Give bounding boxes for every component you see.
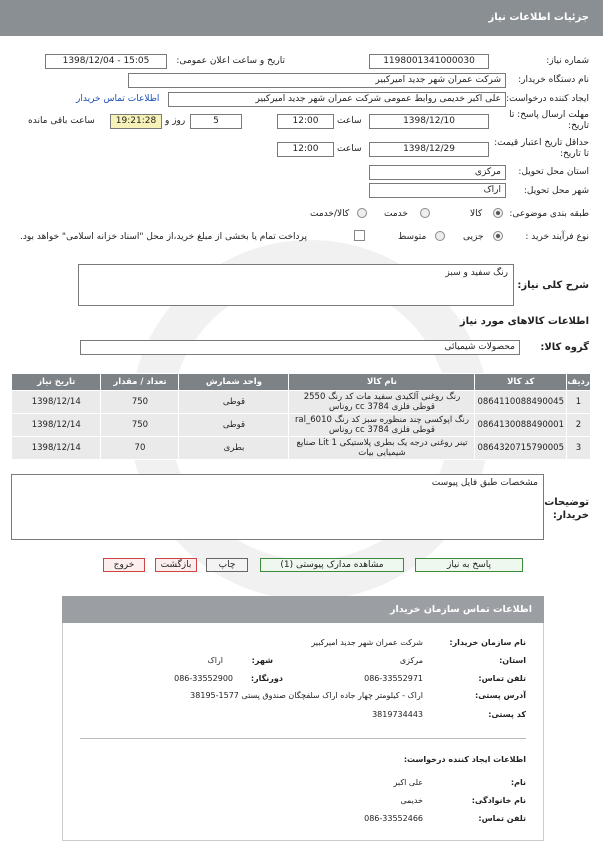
cell-unit: بطری — [179, 437, 289, 460]
org-value: شرکت عمران شهر جدید امیرکبیر — [311, 638, 423, 647]
goods-table — [11, 373, 591, 460]
category-service-radio[interactable] — [420, 208, 430, 218]
divider — [80, 738, 526, 739]
cell-name: رنگ اپوکسی چند منظوره سبز کد رنگ ral_6010 قوطی فلزی 3784 cc روناس — [289, 414, 475, 437]
table-row — [12, 391, 591, 414]
fax-label: دورنگار: — [250, 674, 283, 683]
announce-label: تاریخ و ساعت اعلان عمومی: — [176, 56, 285, 66]
cell-row: 1 — [567, 391, 591, 414]
days-label: روز و — [165, 116, 186, 126]
print-button[interactable]: چاپ — [206, 558, 248, 572]
summary-label: شرح کلی نیاز: — [517, 280, 589, 291]
contact-info-link[interactable]: اطلاعات تماس خریدار — [76, 94, 160, 104]
goods-section-title: اطلاعات کالاهای مورد نیاز — [459, 316, 589, 327]
col-name: نام کالا — [289, 374, 475, 391]
buyer-field: شرکت عمران شهر جدید امیرکبیر — [128, 73, 506, 88]
cell-date: 1398/12/14 — [12, 437, 101, 460]
process-label: نوع فرآیند خرید : — [525, 232, 589, 242]
validity-label: حداقل تاریخ اعتبار قیمت: تا تاریخ: — [494, 138, 589, 159]
contact-card-title: اطلاعات تماس سازمان خریدار — [62, 596, 544, 623]
table-row — [12, 437, 591, 460]
col-qty: تعداد / مقدار — [101, 374, 179, 391]
phone-value: 086-33552971 — [364, 674, 423, 683]
deadline-time-label: ساعت — [337, 116, 362, 126]
creator-field: علی اکبر خدیمی روابط عمومی شرکت عمران شهر جدید امیرکبیر — [168, 92, 506, 107]
cell-code: 0864320715790005 — [475, 437, 567, 460]
remaining-label: ساعت باقی مانده — [28, 116, 95, 126]
family-label: نام خانوادگی: — [471, 796, 526, 805]
contact-city-label: شهر: — [251, 656, 273, 665]
cell-code: 0864130088490001 — [475, 414, 567, 437]
validity-time-label: ساعت — [337, 144, 362, 154]
category-goods-service-radio[interactable] — [357, 208, 367, 218]
cell-date: 1398/12/14 — [12, 414, 101, 437]
col-date: تاریخ نیاز — [12, 374, 101, 391]
cell-code: 0864110088490045 — [475, 391, 567, 414]
payment-note: پرداخت تمام یا بخشی از مبلغ خرید،از محل "اسناد خزانه اسلامی" خواهد بود. — [20, 232, 308, 242]
process-medium-label: متوسط — [398, 232, 427, 242]
category-goods-service-label: کالا/خدمت — [310, 209, 350, 219]
notes-textarea[interactable]: مشخصات طبق فایل پیوست — [11, 474, 544, 540]
postal-value: 3819734443 — [372, 710, 423, 719]
process-medium-radio[interactable] — [435, 231, 445, 241]
notes-label: توضیحات خریدار: — [544, 497, 589, 521]
deadline-label: مهلت ارسال پاسخ: تا تاریخ: — [509, 110, 589, 131]
contact-province-value: مرکزی — [399, 656, 423, 665]
creator-label: ایجاد کننده درخواست: — [506, 94, 589, 104]
exit-button[interactable]: خروج — [103, 558, 145, 572]
announce-field: 1398/12/04 - 15:05 — [45, 54, 167, 69]
category-service-label: خدمت — [384, 209, 408, 219]
cell-row: 3 — [567, 437, 591, 460]
cell-row: 2 — [567, 414, 591, 437]
category-goods-label: کالا — [470, 209, 483, 219]
creator-section-title: اطلاعات ایجاد کننده درخواست: — [403, 755, 526, 764]
category-label: طبقه بندی موضوعی: — [509, 209, 589, 219]
cell-unit: قوطی — [179, 391, 289, 414]
city-label: شهر محل تحویل: — [523, 186, 589, 196]
table-row — [12, 414, 591, 437]
goods-group-label: گروه کالا: — [540, 342, 589, 353]
deadline-time-field: 12:00 — [277, 114, 334, 129]
family-value: خدیمی — [400, 796, 423, 805]
postal-label: کد پستی: — [488, 710, 526, 719]
days-field: 5 — [190, 114, 242, 129]
cell-qty: 750 — [101, 414, 179, 437]
process-partial-label: جزیی — [463, 232, 484, 242]
col-unit: واحد شمارش — [179, 374, 289, 391]
summary-textarea[interactable]: رنگ سفید و سبز — [78, 264, 514, 306]
need-number-label: شماره نیاز: — [546, 56, 589, 66]
page-header — [0, 0, 603, 36]
address-label: آدرس پستی: — [475, 691, 526, 700]
page-title: جزئیات اطلاعات نیاز — [488, 12, 589, 23]
cell-date: 1398/12/14 — [12, 391, 101, 414]
need-number-field: 1198001341000030 — [369, 54, 489, 69]
contact-city-value: اراک — [207, 656, 223, 665]
col-row: ردیف — [567, 374, 591, 391]
reply-button[interactable]: پاسخ به نیاز — [415, 558, 523, 572]
creator-phone-label: تلفن تماس: — [478, 814, 526, 823]
col-code: کد کالا — [475, 374, 567, 391]
deadline-date-field: 1398/12/10 — [369, 114, 489, 129]
contact-province-label: استان: — [499, 656, 526, 665]
address-value: اراک - کیلومتر چهار جاده اراک سلفچگان صندوق پستی 1577-38195 — [190, 691, 423, 700]
name-value: علی اکبر — [393, 778, 423, 787]
process-partial-radio[interactable] — [493, 231, 503, 241]
fax-value: 086-33552900 — [174, 674, 233, 683]
goods-group-field: محصولات شیمیائی — [80, 340, 520, 355]
category-goods-radio[interactable] — [493, 208, 503, 218]
cell-name: رنگ روغنی آلکیدی سفید مات کد رنگ 2550 قوطی فلزی 3784 cc روناس — [289, 391, 475, 414]
goods-table-header — [12, 374, 591, 391]
province-label: استان محل تحویل: — [518, 167, 589, 177]
remaining-time-field: 19:21:28 — [110, 114, 162, 129]
cell-unit: قوطی — [179, 414, 289, 437]
city-field: اراک — [369, 183, 506, 198]
phone-label: تلفن تماس: — [478, 674, 526, 683]
back-button[interactable]: بازگشت — [155, 558, 197, 572]
org-label: نام سازمان خریدار: — [449, 638, 526, 647]
cell-name: تینر روغنی درجه یک بطری پلاستیکی 1 Lit صنایع شیمیایی بیات — [289, 437, 475, 460]
validity-date-field: 1398/12/29 — [369, 142, 489, 157]
treasury-checkbox[interactable] — [354, 230, 365, 241]
validity-time-field: 12:00 — [277, 142, 334, 157]
creator-phone-value: 086-33552466 — [364, 814, 423, 823]
cell-qty: 750 — [101, 391, 179, 414]
name-label: نام: — [510, 778, 526, 787]
cell-qty: 70 — [101, 437, 179, 460]
province-field: مرکزی — [369, 165, 506, 180]
buyer-label: نام دستگاه خریدار: — [518, 75, 589, 85]
attachments-button[interactable]: مشاهده مدارک پیوستی (1) — [260, 558, 404, 572]
